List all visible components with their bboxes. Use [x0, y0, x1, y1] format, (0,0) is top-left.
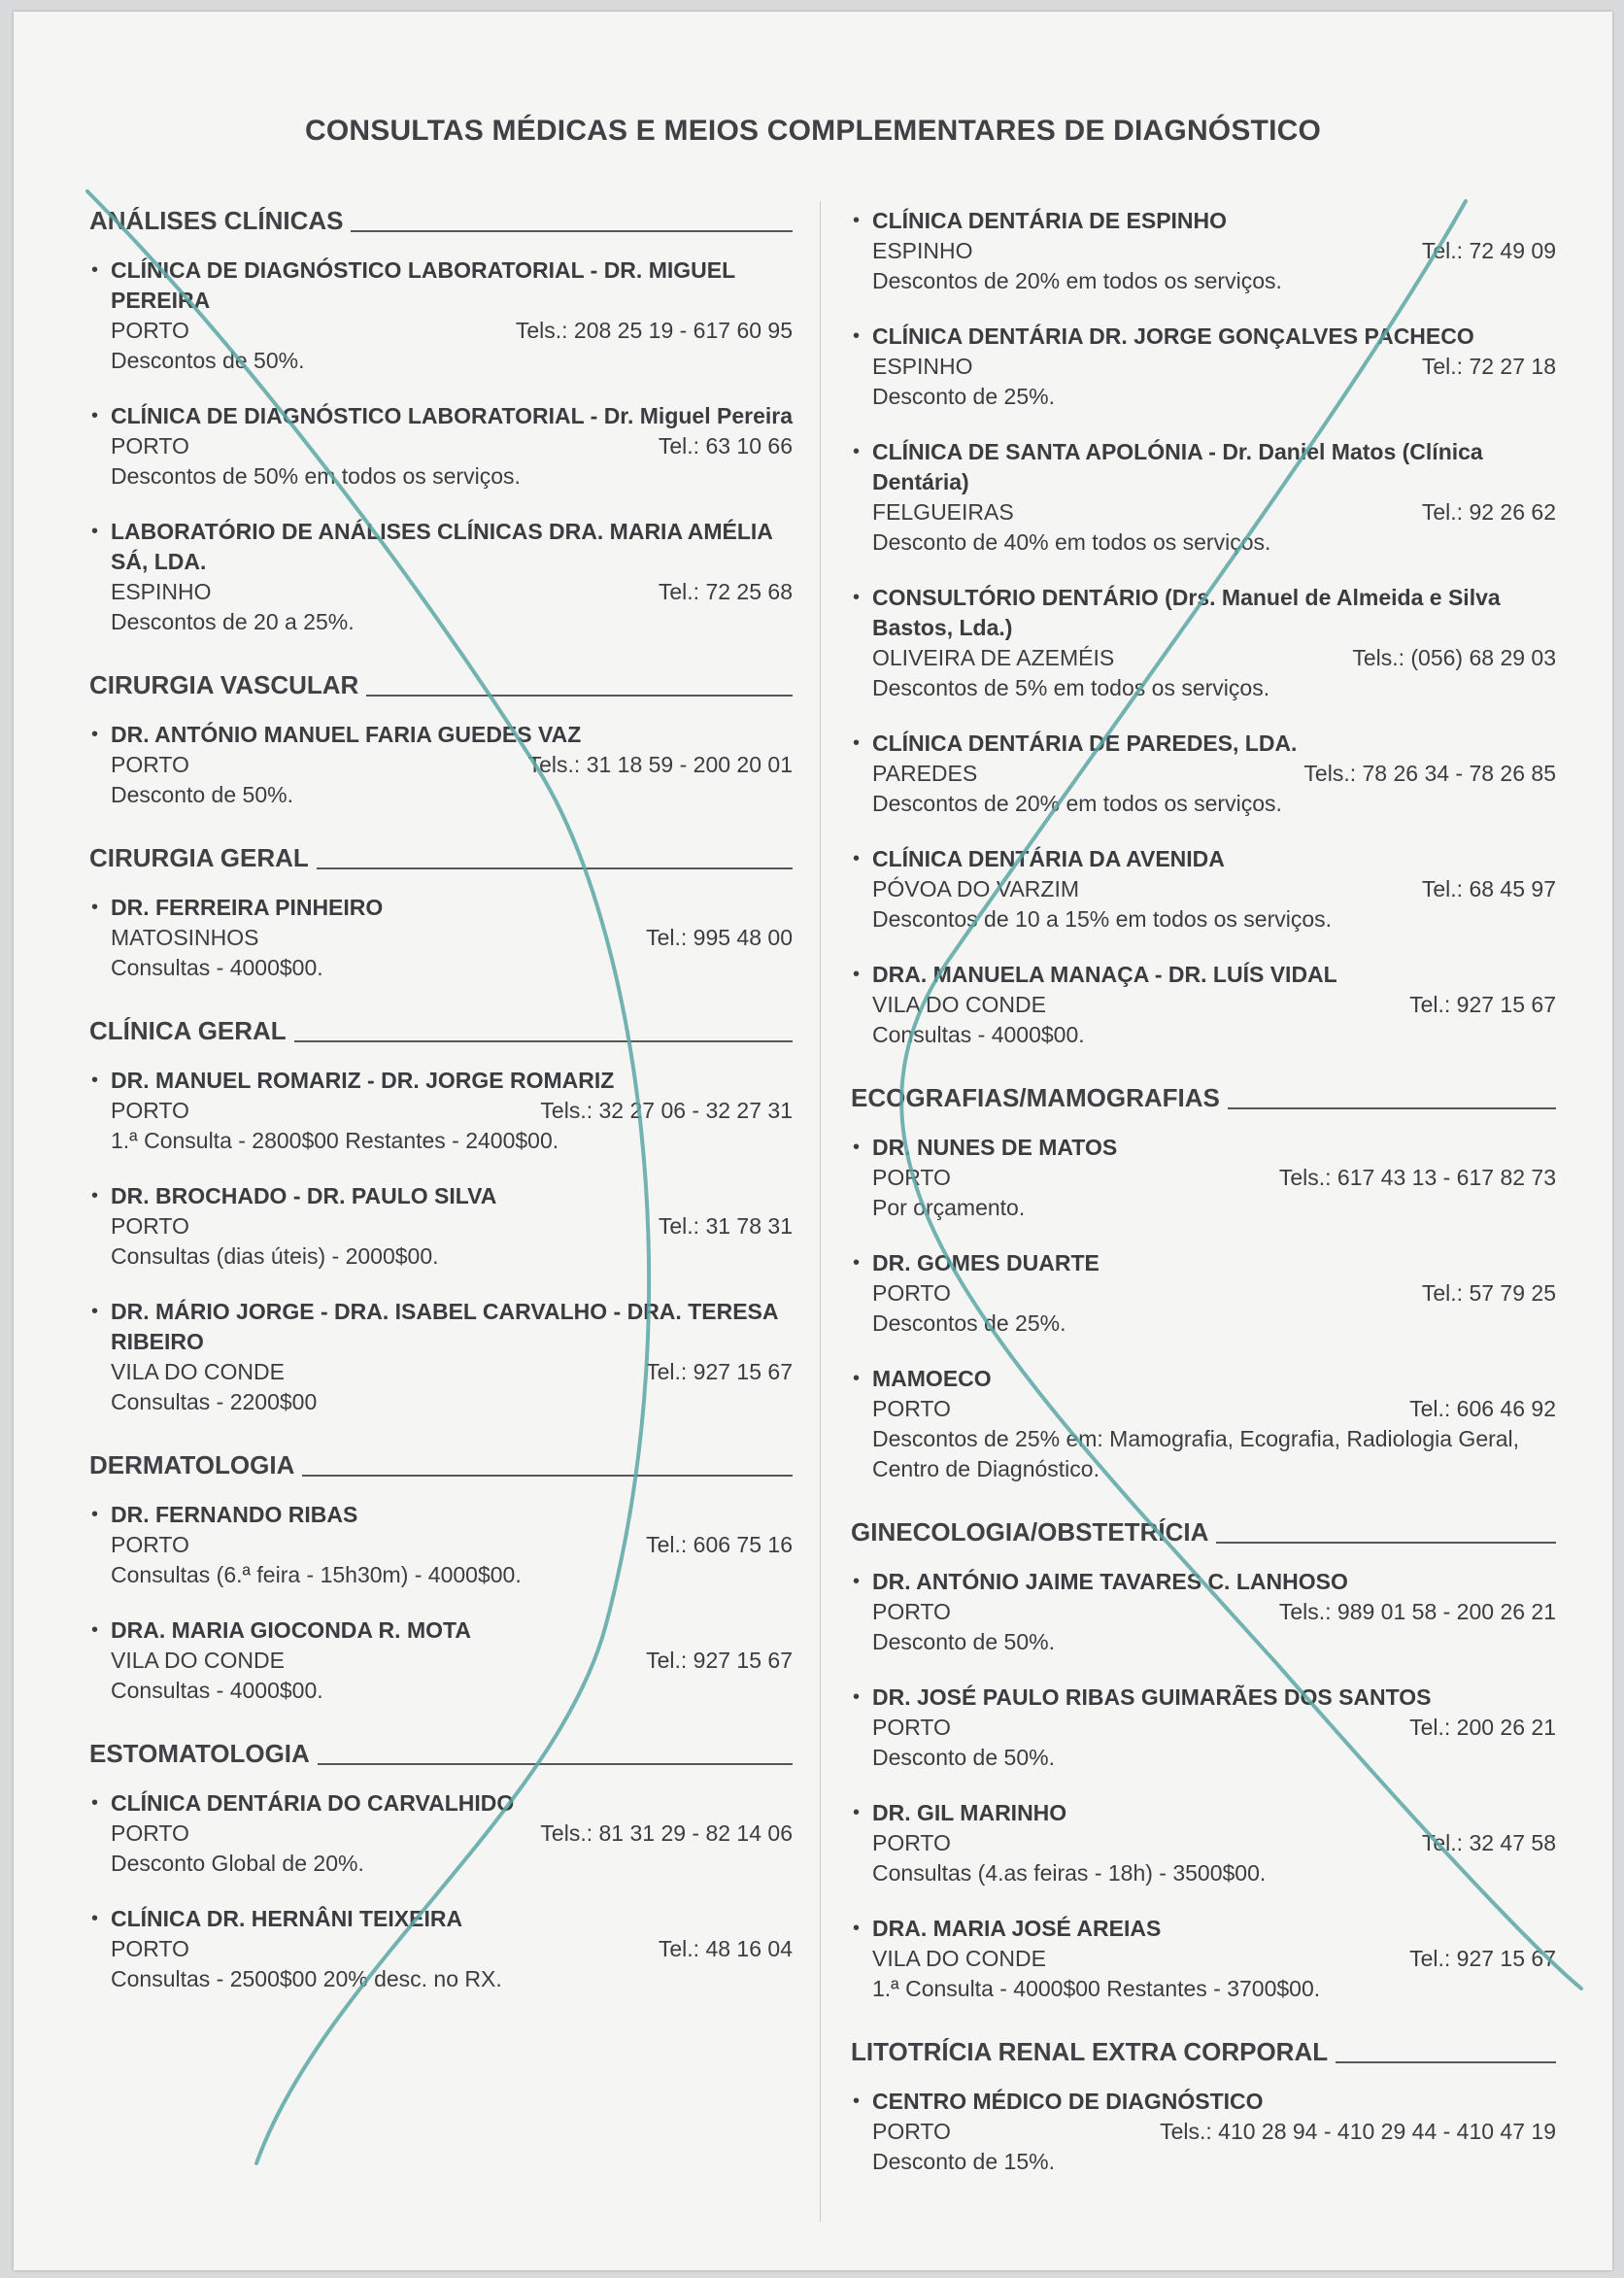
page-title: CONSULTAS MÉDICAS E MEIOS COMPLEMENTARES DE DIAGNÓSTICO [304, 115, 1322, 147]
entry-city: PORTO [111, 1532, 189, 1557]
entry-name: • CLÍNICA DENTÁRIA DO CARVALHIDO [111, 1790, 515, 1816]
listing-entry [851, 1364, 1556, 1484]
heading-rule [351, 230, 793, 232]
entry-name: • DR. FERREIRA PINHEIRO [111, 895, 384, 920]
entry-note: Descontos de 20% em todos os serviços. [872, 268, 1282, 293]
entry-name: • DR. GIL MARINHO [872, 1800, 1067, 1825]
entry-phone: Tel.: 927 15 67 [646, 1359, 793, 1384]
entry-note: Consultas (4.as feiras - 18h) - 3500$00. [872, 1860, 1267, 1886]
entry-phone: Tel.: 72 25 68 [658, 579, 793, 604]
entry-location-row [872, 497, 1556, 527]
entry-phone: Tel.: 927 15 67 [646, 1648, 793, 1673]
entry-city: PORTO [872, 1715, 951, 1740]
listing-entry [89, 720, 793, 810]
right-column [851, 206, 1556, 2210]
entry-location-row [111, 1096, 793, 1126]
listing-entry [851, 437, 1556, 558]
section-heading [851, 2037, 1556, 2067]
entry-phone: Tel.: 72 49 09 [1421, 238, 1556, 263]
entry-phone: Tel.: 48 16 04 [658, 1936, 793, 1961]
entry-name: • CLÍNICA DENTÁRIA DE PAREDES, LDA. [872, 731, 1298, 756]
listing-entry [851, 2087, 1556, 2177]
section-heading [89, 843, 793, 873]
entry-note: Desconto de 15%. [872, 2149, 1055, 2174]
listing-entry [851, 206, 1556, 296]
section-heading [89, 1450, 793, 1480]
entry-name: • DR. ANTÓNIO MANUEL FARIA GUEDES VAZ [111, 722, 582, 747]
entry-phone: Tel.: 31 78 31 [658, 1213, 793, 1239]
listing-entry [851, 1683, 1556, 1773]
entry-phone: Tels.: 617 43 13 - 617 82 73 [1278, 1165, 1556, 1190]
entry-phone: Tel.: 200 26 21 [1409, 1715, 1556, 1740]
section-dermatologia [89, 1450, 793, 1706]
entry-location-row [111, 1530, 793, 1560]
entry-location-row [111, 431, 793, 461]
listing-entry [89, 255, 793, 376]
heading-rule [1228, 1107, 1556, 1109]
section-estomatologia [89, 1739, 793, 1994]
entry-location-row [872, 2117, 1556, 2147]
listing-entry [89, 1181, 793, 1272]
heading-rule [294, 1040, 793, 1042]
section-heading-text: GINECOLOGIA/OBSTETRÍCIA [851, 1517, 1209, 1547]
section-heading [89, 1739, 793, 1769]
entry-phone: Tel.: 606 75 16 [646, 1532, 793, 1557]
section-heading-text: CLÍNICA GERAL [89, 1016, 287, 1045]
heading-rule [318, 1763, 793, 1765]
entry-note: Desconto de 25%. [872, 384, 1055, 409]
entry-note: Descontos de 10 a 15% em todos os serviços. [872, 906, 1333, 932]
listing-entry [89, 1500, 793, 1590]
entry-city: OLIVEIRA DE AZEMÉIS [872, 645, 1115, 670]
section-heading [89, 1016, 793, 1046]
section-ecografias-mamografias [851, 1083, 1556, 1484]
listing-entry [851, 1798, 1556, 1888]
heading-rule [366, 695, 793, 697]
listing-entry [89, 517, 793, 637]
entry-note: Desconto Global de 20%. [111, 1851, 364, 1876]
entry-name: • CENTRO MÉDICO DE DIAGNÓSTICO [872, 2089, 1264, 2114]
listing-entry [851, 583, 1556, 703]
entry-phone: Tels.: 410 28 94 - 410 29 44 - 410 47 19 [1160, 2119, 1556, 2144]
entry-city: VILA DO CONDE [872, 992, 1046, 1017]
entry-name: • DR. BROCHADO - DR. PAULO SILVA [111, 1183, 497, 1208]
entry-note: 1.ª Consulta - 4000$00 Restantes - 3700$00. [872, 1976, 1321, 2001]
entry-phone: Tel.: 995 48 00 [646, 925, 793, 950]
entry-city: PAREDES [872, 761, 978, 786]
entry-city: ESPINHO [872, 238, 973, 263]
entry-location-row [872, 1713, 1556, 1743]
entry-name: • CLÍNICA DE DIAGNÓSTICO LABORATORIAL - DR. MIGUEL PEREIRA [111, 257, 735, 313]
section-heading-text: CIRURGIA VASCULAR [89, 670, 359, 699]
entry-phone: Tel.: 32 47 58 [1421, 1830, 1556, 1855]
heading-rule [317, 867, 793, 869]
entry-phone: Tels.: 81 31 29 - 82 14 06 [540, 1820, 793, 1846]
section-cirurgia-geral [89, 843, 793, 983]
entry-location-row [111, 1934, 793, 1964]
listing-entry [851, 844, 1556, 935]
entry-phone: Tels.: 31 18 59 - 200 20 01 [527, 752, 793, 777]
entry-city: PORTO [872, 2119, 951, 2144]
entry-name: • DRA. MARIA GIOCONDA R. MOTA [111, 1617, 471, 1643]
entry-city: PORTO [111, 318, 189, 343]
entry-city: PÓVOA DO VARZIM [872, 876, 1079, 901]
section-ginecologia-obstetricia [851, 1517, 1556, 2004]
entry-note: Consultas - 4000$00. [111, 1678, 323, 1703]
entry-phone: Tel.: 57 79 25 [1421, 1280, 1556, 1306]
entry-city: PORTO [872, 1599, 951, 1624]
entry-city: FELGUEIRAS [872, 499, 1014, 525]
entry-note: Desconto de 40% em todos os serviços. [872, 529, 1271, 555]
listing-entry [851, 960, 1556, 1050]
entry-city: PORTO [872, 1830, 951, 1855]
entry-location-row [872, 352, 1556, 382]
section-heading-text: DERMATOLOGIA [89, 1450, 295, 1479]
entry-location-row [872, 990, 1556, 1020]
entry-note: Descontos de 20% em todos os serviços. [872, 791, 1282, 816]
listing-entry [851, 1133, 1556, 1223]
listing-entry [851, 1567, 1556, 1657]
entry-note: Descontos de 50% em todos os serviços. [111, 463, 521, 489]
listing-entry [89, 401, 793, 492]
entry-name: • CLÍNICA DENTÁRIA DE ESPINHO [872, 208, 1228, 233]
entry-city: MATOSINHOS [111, 925, 259, 950]
entry-note: Por orçamento. [872, 1195, 1026, 1220]
entry-city: PORTO [111, 1820, 189, 1846]
entry-location-row [111, 1211, 793, 1241]
listing-entry [89, 1066, 793, 1156]
entry-name: • CONSULTÓRIO DENTÁRIO (Drs. Manuel de Almeida e Silva Bastos, Lda.) [872, 585, 1501, 640]
entry-name: • DR. FERNANDO RIBAS [111, 1502, 358, 1527]
section-heading [851, 1083, 1556, 1113]
entry-note: 1.ª Consulta - 2800$00 Restantes - 2400$00. [111, 1128, 559, 1153]
heading-rule [302, 1475, 793, 1477]
entry-city: PORTO [111, 752, 189, 777]
entry-location-row [111, 316, 793, 346]
heading-rule [1336, 2061, 1556, 2063]
entry-location-row [111, 750, 793, 780]
entry-name: • DR. ANTÓNIO JAIME TAVARES C. LANHOSO [872, 1569, 1348, 1594]
entry-location-row [872, 1597, 1556, 1627]
section-heading [89, 670, 793, 700]
entry-location-row [111, 1357, 793, 1387]
listing-entry [89, 1615, 793, 1706]
entry-note: Consultas - 2500$00 20% desc. no RX. [111, 1966, 502, 1991]
entry-location-row [872, 643, 1556, 673]
entry-note: Descontos de 5% em todos os serviços. [872, 675, 1270, 700]
entry-phone: Tel.: 606 46 92 [1409, 1396, 1556, 1421]
document-page [14, 12, 1612, 2270]
listing-entry [851, 1248, 1556, 1339]
entry-location-row [111, 577, 793, 607]
entry-location-row [872, 1163, 1556, 1193]
entry-name: • MAMOECO [872, 1366, 992, 1391]
section-clinica-geral [89, 1016, 793, 1417]
entry-city: PORTO [111, 1936, 189, 1961]
entry-city: PORTO [872, 1165, 951, 1190]
listing-entry [89, 1788, 793, 1879]
entry-name: • CLÍNICA DENTÁRIA DR. JORGE GONÇALVES PACHECO [872, 323, 1474, 349]
entry-location-row [872, 1394, 1556, 1424]
entry-note: Consultas - 2200$00 [111, 1389, 318, 1414]
entry-city: VILA DO CONDE [111, 1359, 285, 1384]
section-heading [851, 1517, 1556, 1547]
section-estomatologia-continued [851, 206, 1556, 1050]
section-analises-clinicas [89, 206, 793, 637]
entry-note: Descontos de 25% em: Mamografia, Ecografia, Radiologia Geral, Centro de Diagnóstico. [872, 1426, 1520, 1481]
section-heading-text: CIRURGIA GERAL [89, 843, 309, 872]
section-litotricia-renal-extra-corporal [851, 2037, 1556, 2177]
entry-phone: Tel.: 72 27 18 [1421, 354, 1556, 379]
section-heading-text: ANÁLISES CLÍNICAS [89, 206, 344, 235]
entry-note: Consultas - 4000$00. [111, 955, 323, 980]
entry-phone: Tels.: 78 26 34 - 78 26 85 [1303, 761, 1556, 786]
entry-city: PORTO [111, 1213, 189, 1239]
entry-note: Descontos de 20 a 25%. [111, 609, 355, 634]
entry-phone: Tels.: 32 27 06 - 32 27 31 [540, 1098, 793, 1123]
entry-phone: Tel.: 927 15 67 [1409, 1946, 1556, 1971]
entry-note: Desconto de 50%. [872, 1629, 1055, 1654]
section-heading-text: ECOGRAFIAS/MAMOGRAFIAS [851, 1083, 1220, 1112]
listing-entry [851, 1914, 1556, 2004]
entry-name: • CLÍNICA DE DIAGNÓSTICO LABORATORIAL - Dr. Miguel Pereira [111, 403, 793, 428]
entry-note: Desconto de 50%. [111, 782, 293, 807]
entry-name: • DR. MÁRIO JORGE - DRA. ISABEL CARVALHO - DRA. TERESA RIBEIRO [111, 1299, 778, 1354]
entry-phone: Tel.: 63 10 66 [658, 433, 793, 459]
entry-name: • DRA. MANUELA MANAÇA - DR. LUÍS VIDAL [872, 962, 1337, 987]
entry-name: • CLÍNICA DR. HERNÂNI TEIXEIRA [111, 1906, 463, 1931]
entry-note: Consultas (dias úteis) - 2000$00. [111, 1243, 439, 1269]
entry-city: ESPINHO [111, 579, 212, 604]
entry-location-row [111, 1819, 793, 1849]
entry-name: • CLÍNICA DE SANTA APOLÓNIA - Dr. Daniel Matos (Clínica Dentária) [872, 439, 1483, 494]
entry-location-row [111, 1646, 793, 1676]
section-heading-text: ESTOMATOLOGIA [89, 1739, 310, 1768]
entry-name: • DRA. MARIA JOSÉ AREIAS [872, 1916, 1162, 1941]
entry-city: VILA DO CONDE [872, 1946, 1046, 1971]
entry-location-row [111, 923, 793, 953]
entry-city: VILA DO CONDE [111, 1648, 285, 1673]
entry-note: Descontos de 50%. [111, 348, 305, 373]
entry-note: Desconto de 50%. [872, 1745, 1055, 1770]
listing-entry [851, 322, 1556, 412]
heading-rule [1216, 1542, 1556, 1544]
entry-city: ESPINHO [872, 354, 973, 379]
entry-location-row [872, 1828, 1556, 1858]
listing-entry [89, 1297, 793, 1417]
entry-name: • DR. MANUEL ROMARIZ - DR. JORGE ROMARIZ [111, 1068, 615, 1093]
section-heading-text: LITOTRÍCIA RENAL EXTRA CORPORAL [851, 2037, 1329, 2066]
listing-entry [89, 893, 793, 983]
column-divider [820, 201, 821, 2222]
entry-location-row [872, 874, 1556, 904]
entry-city: PORTO [872, 1280, 951, 1306]
entry-note: Consultas - 4000$00. [872, 1022, 1085, 1047]
listing-entry [851, 729, 1556, 819]
entry-name: • DR. NUNES DE MATOS [872, 1135, 1118, 1160]
entry-name: • LABORATÓRIO DE ANÁLISES CLÍNICAS DRA. MARIA AMÉLIA SÁ, LDA. [111, 519, 773, 574]
entry-location-row [872, 759, 1556, 789]
entry-phone: Tel.: 92 26 62 [1421, 499, 1556, 525]
entry-location-row [872, 1278, 1556, 1309]
entry-phone: Tels.: 989 01 58 - 200 26 21 [1278, 1599, 1556, 1624]
entry-phone: Tel.: 68 45 97 [1421, 876, 1556, 901]
entry-name: • DR. GOMES DUARTE [872, 1250, 1100, 1275]
entry-city: PORTO [111, 433, 189, 459]
section-heading [89, 206, 793, 236]
entry-name: • DR. JOSÉ PAULO RIBAS GUIMARÃES DOS SANTOS [872, 1684, 1432, 1710]
entry-phone: Tel.: 927 15 67 [1409, 992, 1556, 1017]
entry-phone: Tels.: (056) 68 29 03 [1352, 645, 1556, 670]
entry-name: • CLÍNICA DENTÁRIA DA AVENIDA [872, 846, 1225, 871]
entry-note: Consultas (6.ª feira - 15h30m) - 4000$00. [111, 1562, 522, 1587]
entry-phone: Tels.: 208 25 19 - 617 60 95 [515, 318, 793, 343]
listing-entry [89, 1904, 793, 1994]
entry-location-row [872, 236, 1556, 266]
left-column [89, 206, 793, 2027]
entry-location-row [872, 1944, 1556, 1974]
section-cirurgia-vascular [89, 670, 793, 810]
entry-city: PORTO [111, 1098, 189, 1123]
entry-note: Descontos de 25%. [872, 1310, 1066, 1336]
entry-city: PORTO [872, 1396, 951, 1421]
